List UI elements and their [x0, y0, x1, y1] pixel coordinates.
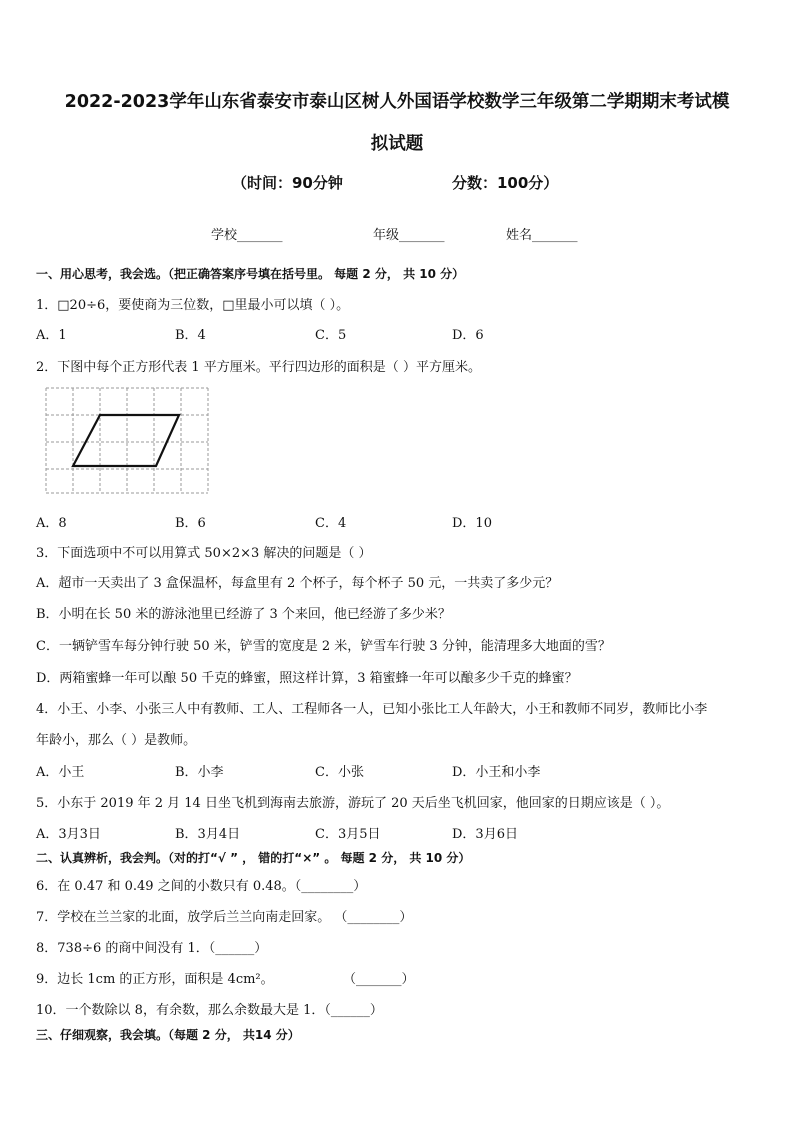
section3-heading: 三、仔细观察，我会填。（每题 2 分， 共14 分）: [36, 1028, 300, 1042]
question-4-line2: 年龄小，那么（ ）是教师。: [36, 733, 197, 748]
q4-option-a: A．小王: [36, 765, 85, 780]
question-1: 1．□20÷6，要使商为三位数，□里最小可以填（ ）。: [36, 298, 350, 313]
question-5: 5．小东于 2019 年 2 月 14 日坐飞机到海南去旅游，游玩了 20 天后坐飞机回家，他回家的日期应该是（ ）。: [36, 796, 670, 811]
q5-option-b: B．3月4日: [175, 827, 241, 842]
q4-option-b: B．小李: [175, 765, 224, 780]
section1-heading: 一、用心思考，我会选。（把正确答案序号填在括号里。 每题 2 分， 共 10 分）: [36, 267, 465, 281]
question-9-blank: （_______）: [343, 972, 415, 987]
section2-heading: 二、认真辨析，我会判。（对的打“√ ” ， 错的打“×” 。 每题 2 分， 共 10 分）: [36, 851, 471, 865]
question-10: 10．一个数除以 8，有余数，那么余数最大是 1．（______）: [36, 1003, 383, 1018]
q3-option-d: D．两箱蜜蜂一年可以酿 50 千克的蜂蜜，照这样计算，3 箱蜜蜂一年可以酿多少千克的蜂蜜？: [36, 671, 578, 686]
question-2: 2．下图中每个正方形代表 1 平方厘米。平行四边形的面积是（ ）平方厘米。: [36, 360, 481, 375]
parallelogram-grid-figure: [43, 385, 211, 497]
q5-option-d: D．3月6日: [452, 827, 518, 842]
q2-option-d: D．10: [452, 516, 492, 531]
school-field: 学校_______: [211, 228, 283, 243]
question-6: 6．在 0.47 和 0.49 之间的小数只有 0.48。（________）: [36, 879, 367, 894]
question-7: 7．学校在兰兰家的北面，放学后兰兰向南走回家。 （________）: [36, 910, 413, 925]
grid-lines: [46, 388, 208, 493]
exam-time: （时间：90分钟: [232, 174, 343, 192]
exam-score: 分数：100分）: [452, 174, 559, 192]
q4-option-d: D．小王和小李: [452, 765, 541, 780]
question-9: 9．边长 1cm 的正方形，面积是 4cm²。: [36, 972, 274, 987]
q1-option-d: D．6: [452, 328, 484, 343]
grade-field: 年级_______: [373, 228, 445, 243]
name-field: 姓名_______: [506, 228, 578, 243]
question-4-line1: 4．小王、小李、小张三人中有教师、工人、工程师各一人，已知小张比工人年龄大，小王和教师不同岁，教师比小李: [36, 702, 708, 717]
q3-option-b: B．小明在长 50 米的游泳池里已经游了 3 个来回，他已经游了多少米？: [36, 607, 451, 622]
q5-option-c: C．3月5日: [315, 827, 381, 842]
q3-option-c: C．一辆铲雪车每分钟行驶 50 米，铲雪的宽度是 2 米，铲雪车行驶 3 分钟，能清理多大地面的雪？: [36, 639, 611, 654]
q1-option-b: B．4: [175, 328, 206, 343]
parallelogram-shape: [73, 415, 179, 466]
question-8: 8．738÷6 的商中间没有 1．（______）: [36, 941, 268, 956]
q4-option-c: C．小张: [315, 765, 364, 780]
q2-option-c: C．4: [315, 516, 347, 531]
exam-title-line1: 2022-2023学年山东省泰安市泰山区树人外国语学校数学三年级第二学期期末考试模: [64, 92, 730, 112]
exam-title-line2: 拟试题: [370, 134, 424, 154]
q3-option-a: A．超市一天卖出了 3 盒保温杯，每盒里有 2 个杯子，每个杯子 50 元，一共卖了多少元？: [36, 576, 559, 591]
q2-option-b: B．6: [175, 516, 206, 531]
q5-option-a: A．3月3日: [36, 827, 101, 842]
question-3: 3．下面选项中不可以用算式 50×2×3 解决的问题是（ ）: [36, 546, 372, 561]
q1-option-c: C．5: [315, 328, 347, 343]
q1-option-a: A．1: [36, 328, 67, 343]
q2-option-a: A．8: [36, 516, 67, 531]
